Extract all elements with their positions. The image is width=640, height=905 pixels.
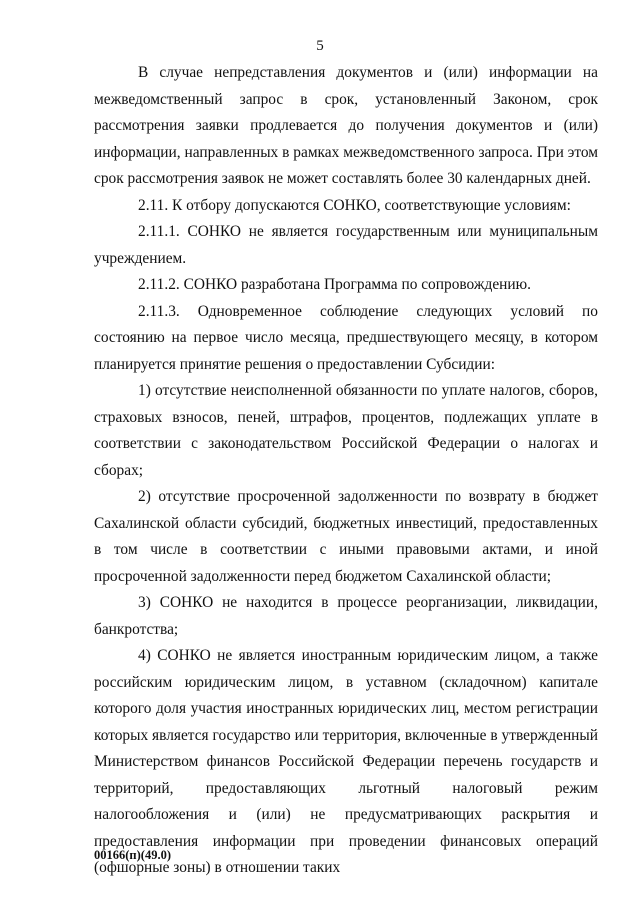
page-number: 5 (316, 38, 324, 54)
document-body (94, 60, 598, 882)
paragraph-2-11-1: 2.11.1. СОНКО не является государственным или муниципальным учреждением. (94, 223, 598, 267)
paragraph-2-11: 2.11. К отбору допускаются СОНКО, соответствующие условиям: (138, 196, 571, 214)
condition-4-not-foreign: 4) СОНКО не является иностранным юридическим лицом, а также российским юридическим лицом, в уставном (складочном) капитале которого доля участия иностранных юридических лиц, местом регистрации которых является государство или территория, включенные в утвержденный Министерством финансов Российской Федерации перечень государств и территорий, предоставляющих льготный налоговый режим налогообложения и (или) не предусматривающих раскрытия и предоставления информации при проведении финансовых операций (офшорные зоны) в отношении таких (94, 647, 598, 876)
document-code: 00166(п)(49.0) (94, 848, 171, 862)
condition-1-no-tax-debt: 1) отсутствие неисполненной обязанности по уплате налогов, сборов, страховых взносов, пеней, штрафов, процентов, подлежащих уплате в соответствии с законодательством Российской Федерации о налогах и сборах; (94, 382, 598, 479)
condition-2-no-budget-debt: 2) отсутствие просроченной задолженности по возврату в бюджет Сахалинской области субсидий, бюджетных инвестиций, предоставленных в том числе в соответствии с иными правовыми актами, и иной просроченной задолженности перед бюджетом Сахалинской области; (94, 488, 598, 585)
condition-3-no-liquidation: 3) СОНКО не находится в процессе реорганизации, ликвидации, банкротства; (94, 594, 598, 638)
paragraph-2-11-3: 2.11.3. Одновременное соблюдение следующих условий по состоянию на первое число месяца, предшествующего месяцу, в котором планируется принятие решения о предоставлении Субсидии: (94, 302, 598, 373)
paragraph-request-delay: В случае непредставления документов и (или) информации на межведомственный запрос в срок, установленный Законом, срок рассмотрения заявки продлевается до получения документов и (или) информации, направленных в рамках межведомственного запроса. При этом срок рассмотрения заявок не может составлять более 30 календарных дней. (94, 64, 598, 187)
paragraph-2-11-2: 2.11.2. СОНКО разработана Программа по сопровождению. (138, 276, 531, 293)
